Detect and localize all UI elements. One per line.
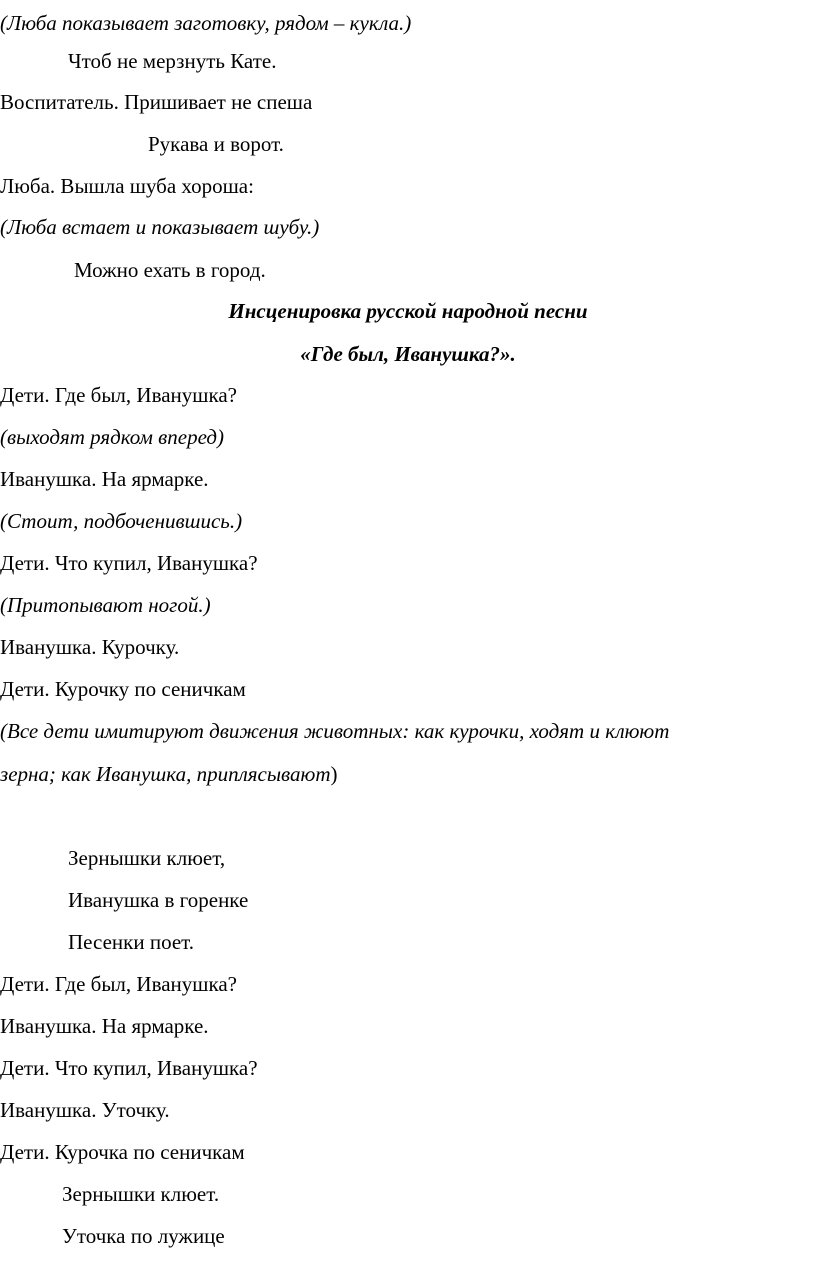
section-title: Инсценировка русской народной песни: [228, 299, 588, 323]
dialogue-line: Иванушка. На ярмарке.: [0, 1014, 209, 1038]
stage-direction-continued: [0, 761, 337, 787]
dialogue-line: Иванушка. Курочку.: [0, 635, 180, 659]
stage-direction: (Люба показывает заготовку, рядом – кукла.): [0, 11, 412, 35]
dialogue-line: Дети. Где был, Иванушка?: [0, 972, 237, 996]
verse-line: Чтоб не мерзнуть Кате.: [68, 49, 277, 73]
verse-line: Песенки поет.: [68, 930, 194, 954]
stage-direction-text: зерна; как Иванушка, приплясывают: [0, 762, 331, 786]
dialogue-line: Дети. Где был, Иванушка?: [0, 383, 237, 407]
dialogue-line: Иванушка. На ярмарке.: [0, 467, 209, 491]
dialogue-line: Дети. Курочка по сеничкам: [0, 1140, 245, 1164]
dialogue-line: Дети. Что купил, Иванушка?: [0, 551, 258, 575]
stage-direction: (выходят рядком вперед): [0, 425, 224, 449]
closing-parenthesis: ): [330, 762, 338, 786]
stage-direction: (Стоит, подбоченившись.): [0, 509, 243, 533]
dialogue-line: Дети. Что купил, Иванушка?: [0, 1056, 258, 1080]
dialogue-line: Иванушка. Уточку.: [0, 1098, 170, 1122]
verse-line: Можно ехать в город.: [74, 258, 266, 282]
section-subtitle: «Где был, Иванушка?».: [300, 342, 516, 366]
verse-line: Зернышки клюет.: [62, 1182, 220, 1206]
stage-direction: (Притопывают ногой.): [0, 593, 211, 617]
stage-direction: (Люба встает и показывает шубу.): [0, 215, 320, 239]
verse-line: Рукава и ворот.: [148, 132, 284, 156]
verse-line: Уточка по лужице: [62, 1224, 225, 1248]
stage-direction: (Все дети имитируют движения животных: как курочки, ходят и клюют: [0, 719, 670, 743]
dialogue-line: Дети. Курочку по сеничкам: [0, 677, 246, 701]
dialogue-line: Люба. Вышла шуба хороша:: [0, 174, 254, 198]
verse-line: Иванушка в горенке: [68, 888, 249, 912]
dialogue-line: Воспитатель. Пришивает не спеша: [0, 90, 313, 114]
verse-line: Зернышки клюет,: [68, 846, 226, 870]
